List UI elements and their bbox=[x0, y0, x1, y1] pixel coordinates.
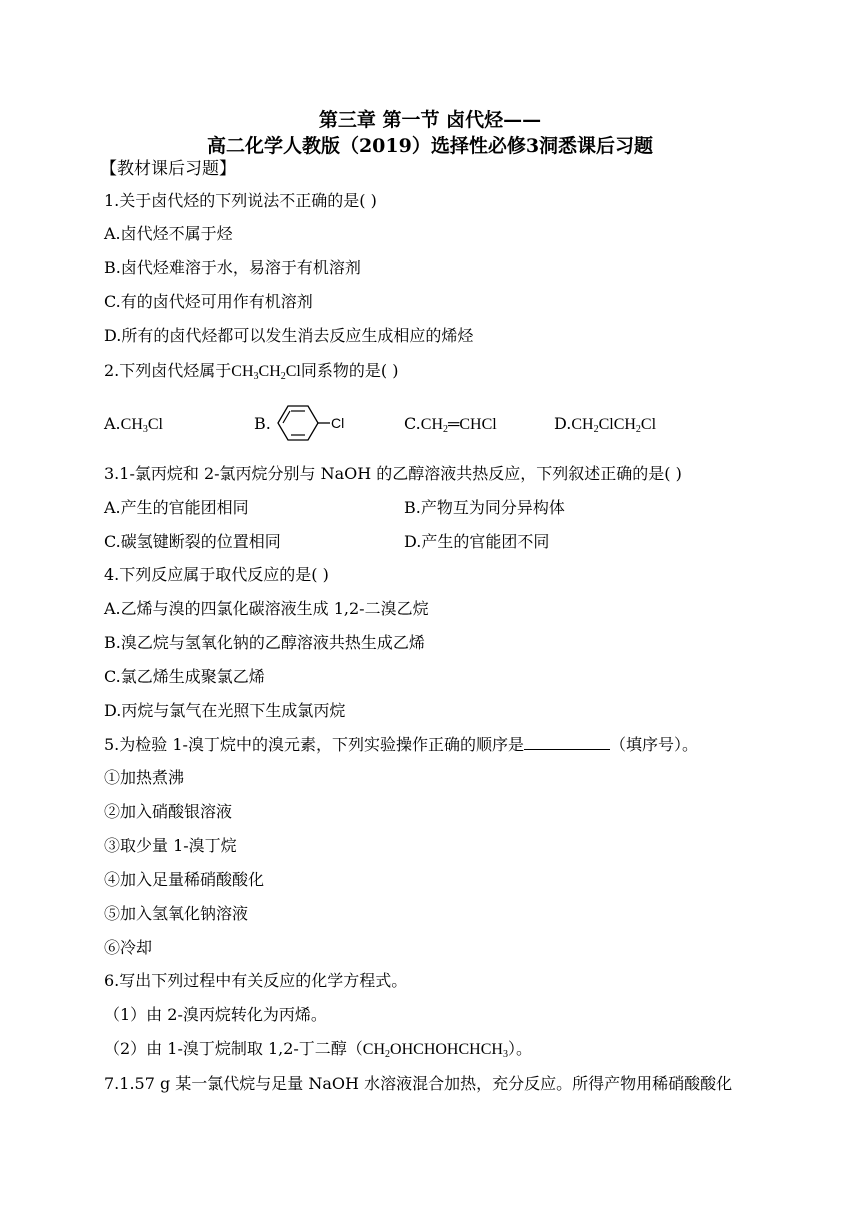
question-3-option-d: D.产生的官能团不同 bbox=[404, 532, 550, 551]
question-4-option-c: C.氯乙烯生成聚氯乙烯 bbox=[104, 667, 265, 686]
question-3-stem: 3.1-氯丙烷和 2-氯丙烷分别与 NaOH 的乙醇溶液共热反应，下列叙述正确的是( ) bbox=[104, 464, 682, 483]
question-1-option-b: B.卤代烃难溶于水，易溶于有机溶剂 bbox=[104, 258, 361, 277]
question-3-option-c: C.碳氢键断裂的位置相同 bbox=[104, 532, 281, 551]
question-4-option-d: D.丙烷与氯气在光照下生成氯丙烷 bbox=[104, 701, 346, 720]
question-2-option-b-label: B. bbox=[254, 414, 271, 433]
question-1-option-a: A.卤代烃不属于烃 bbox=[104, 224, 233, 243]
section-heading: 【教材课后习题】 bbox=[100, 159, 236, 179]
question-2-stem: 2.下列卤代烃属于$CH_3CH_2Cl$同系物的是( ) bbox=[104, 361, 399, 382]
question-4-stem: 4.下列反应属于取代反应的是( ) bbox=[104, 565, 329, 584]
question-7-stem: 7.1.57 g 某一氯代烷与足量 NaOH 水溶液混合加热，充分反应。所得产物用稀硝酸酸化 bbox=[104, 1074, 733, 1093]
title-line-2: 高二化学人教版（2019）选择性必修3洞悉课后习题 bbox=[206, 135, 654, 157]
question-2-option-c: $C.CH_2═CHCl$ bbox=[404, 414, 497, 435]
question-5-step-1: ①加热煮沸 bbox=[104, 768, 185, 787]
question-5-stem: 5.为检验 1-溴丁烷中的溴元素，下列实验操作正确的顺序是 （填序号）。 bbox=[104, 735, 698, 754]
question-5-step-2: ②加入硝酸银溶液 bbox=[104, 802, 233, 821]
question-4-option-a: A.乙烯与溴的四氯化碳溶液生成 1,2-二溴乙烷 bbox=[104, 599, 429, 618]
chlorine-substituent-label: Cl bbox=[331, 415, 345, 431]
question-1-stem: 1.关于卤代烃的下列说法不正确的是( ) bbox=[104, 191, 377, 210]
question-1-option-c: C.有的卤代烃可用作有机溶剂 bbox=[104, 292, 313, 311]
question-1-option-d: D.所有的卤代烃都可以发生消去反应生成相应的烯烃 bbox=[104, 326, 474, 345]
formula-ch3ch2cl: $CH_3CH_2Cl$ bbox=[231, 363, 301, 382]
title-line-1: 第三章 第一节 卤代烃—— bbox=[318, 109, 542, 131]
question-5-step-5: ⑤加入氢氧化钠溶液 bbox=[104, 904, 249, 923]
question-3-option-a: A.产生的官能团相同 bbox=[104, 498, 249, 517]
question-6-stem: 6.写出下列过程中有关反应的化学方程式。 bbox=[104, 971, 408, 990]
question-3-option-b: B.产物互为同分异构体 bbox=[404, 498, 565, 517]
question-4-option-b: B.溴乙烷与氢氧化钠的乙醇溶液共热生成乙烯 bbox=[104, 633, 425, 652]
question-5-step-6: ⑥冷却 bbox=[104, 938, 153, 957]
chlorobenzene-structure bbox=[270, 402, 350, 444]
answer-blank[interactable] bbox=[524, 733, 610, 750]
question-6-part-1: （1）由 2-溴丙烷转化为丙烯。 bbox=[104, 1005, 327, 1024]
question-2-option-d: $D.CH_2ClCH_2Cl$ bbox=[554, 414, 657, 435]
question-5-step-4: ④加入足量稀硝酸酸化 bbox=[104, 870, 265, 889]
question-6-part-2: （2）由 1-溴丁烷制取 1,2-丁二醇$(CH_2OHCHOHCHCH_3)$。 bbox=[104, 1039, 532, 1060]
question-5-step-3: ③取少量 1-溴丁烷 bbox=[104, 836, 237, 855]
question-2-option-a: $A.CH_3Cl$ bbox=[104, 414, 163, 435]
